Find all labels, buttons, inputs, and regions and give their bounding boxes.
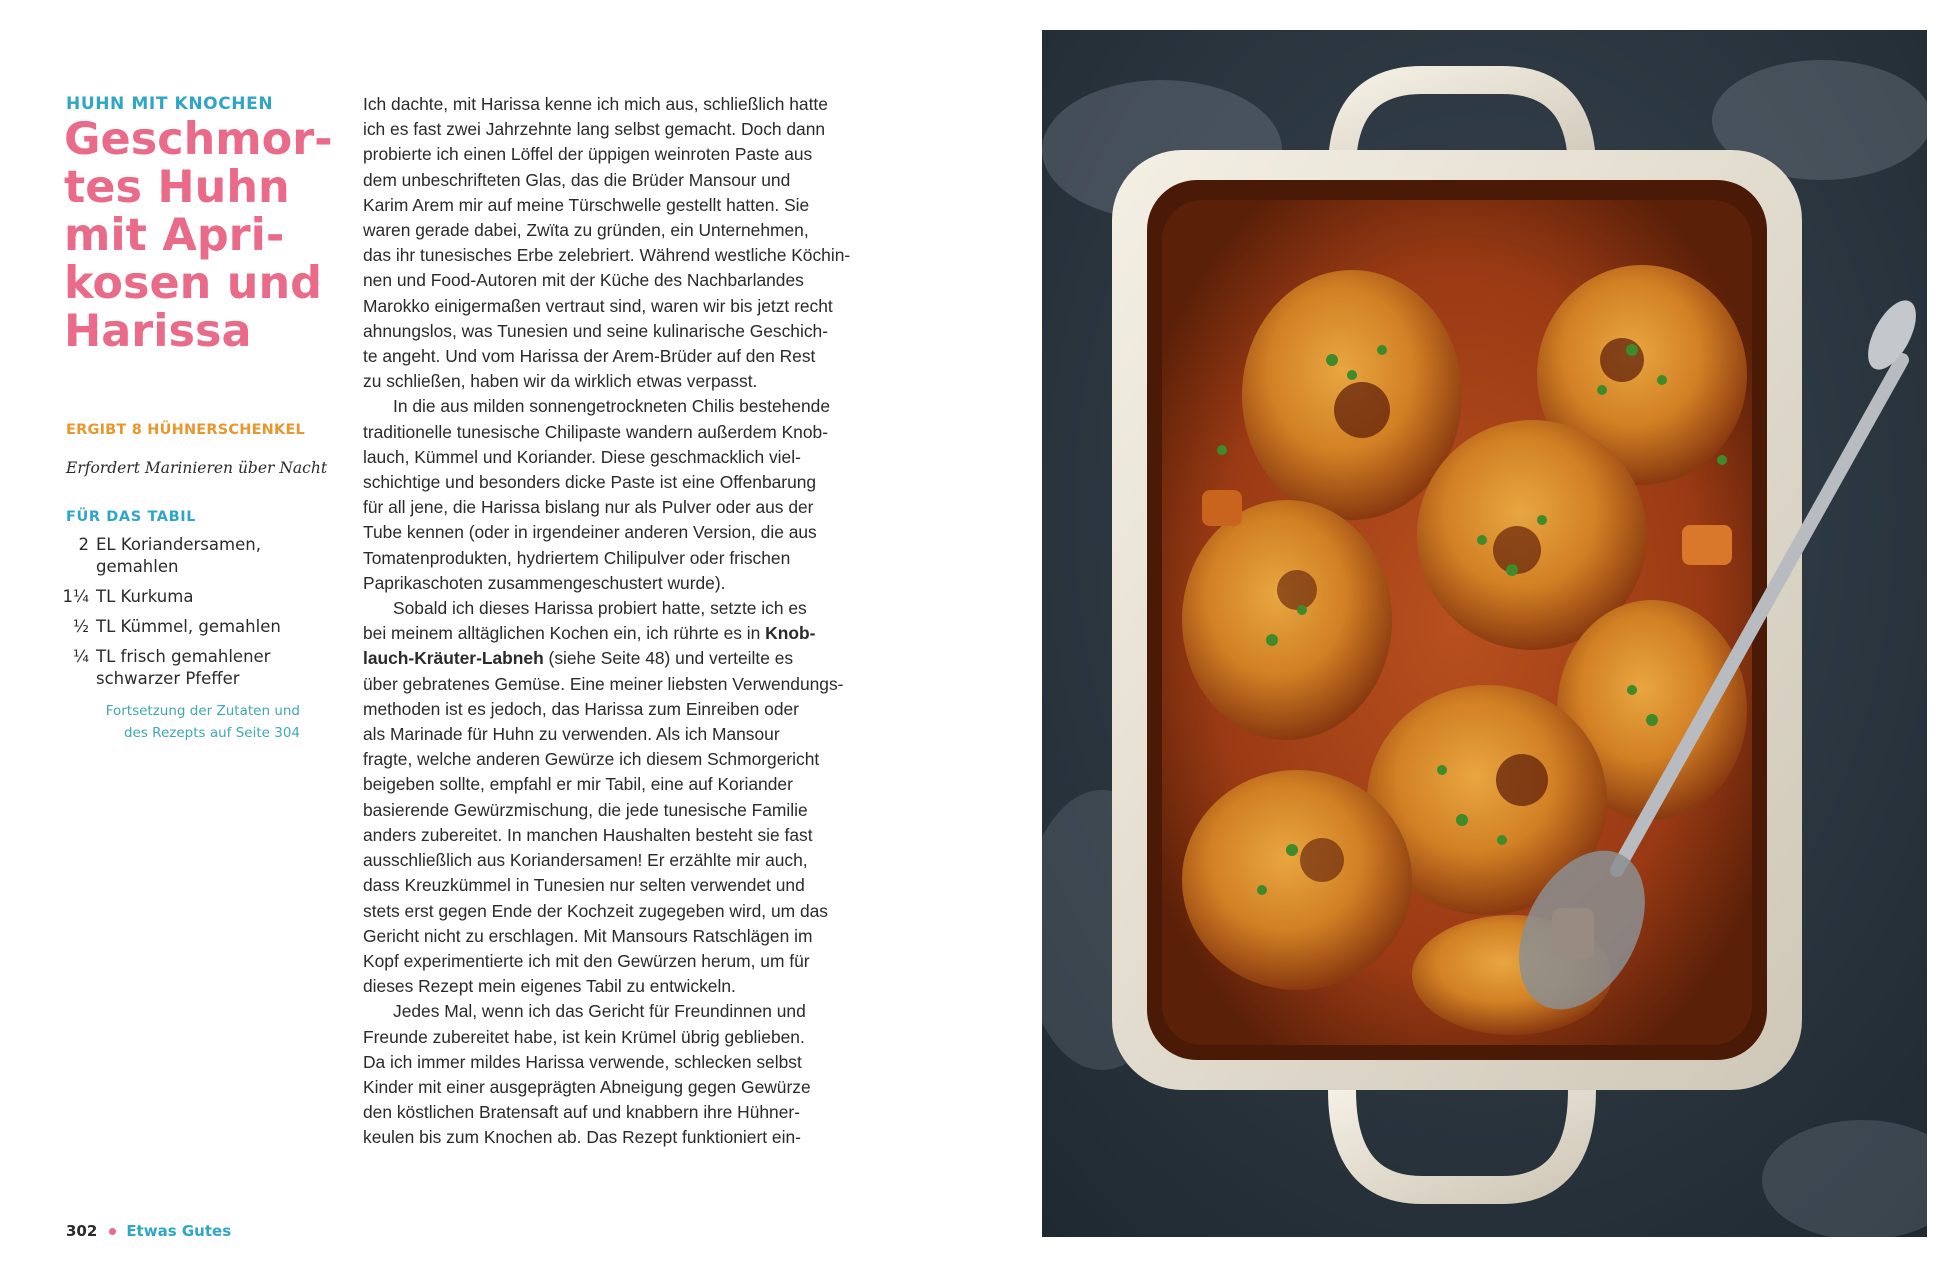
body-line-text: als Marinade für Huhn zu verwenden. Als ich Mansour bbox=[363, 724, 780, 745]
body-line-text: (siehe Seite 48) und verteilte es bbox=[543, 648, 794, 669]
page-footer bbox=[66, 1222, 231, 1240]
body-line bbox=[363, 394, 853, 419]
body-line bbox=[363, 974, 853, 999]
body-line bbox=[363, 1025, 853, 1050]
body-line-text: Gericht nicht zu erschlagen. Mit Mansours Ratschlägen im bbox=[363, 925, 813, 946]
body-line bbox=[363, 1125, 853, 1150]
body-line-text: Marokko einigermaßen vertraut sind, waren wir bis jetzt recht bbox=[363, 295, 833, 316]
body-line bbox=[363, 546, 853, 571]
body-line-text: Sobald ich dieses Harissa probiert hatte, setzte ich es bbox=[393, 598, 807, 619]
ingredients-heading: FÜR DAS TABIL bbox=[66, 509, 197, 525]
body-line-text: basierende Gewürzmischung, die jede tunesische Familie bbox=[363, 799, 808, 820]
body-text bbox=[363, 92, 853, 1151]
body-line bbox=[363, 621, 853, 646]
page-number: 302 bbox=[66, 1222, 98, 1240]
body-line-text: fragte, welche anderen Gewürze ich diesem Schmorgericht bbox=[363, 749, 820, 770]
body-line-text: dem unbeschrifteten Glas, das die Brüder Mansour und bbox=[363, 169, 791, 190]
body-line bbox=[363, 243, 853, 268]
body-line-text: beigeben sollte, empfahl er mir Tabil, eine auf Koriander bbox=[363, 774, 793, 795]
ingredient-name: TL Kurkuma bbox=[96, 587, 194, 606]
body-line-text: Jedes Mal, wenn ich das Gericht für Freundinnen und bbox=[393, 1001, 806, 1022]
recipe-category: HUHN MIT KNOCHEN bbox=[66, 94, 274, 114]
body-line bbox=[363, 722, 853, 747]
body-line-text: Karim Arem mir auf meine Türschwelle gestellt hatten. Sie bbox=[363, 194, 810, 215]
body-line bbox=[363, 319, 853, 344]
body-line bbox=[363, 1075, 853, 1100]
body-line bbox=[363, 344, 853, 369]
ingredient-item bbox=[62, 646, 312, 690]
body-line-text: Ich dachte, mit Harissa kenne ich mich aus, schließlich hatte bbox=[363, 94, 828, 114]
marinate-note: Erfordert Marinieren über Nacht bbox=[66, 459, 328, 477]
body-line-text: te angeht. Und vom Harissa der Arem-Brüder auf den Rest bbox=[363, 346, 816, 367]
body-line-text: stets erst gegen Ende der Kochzeit zugegeben wird, um das bbox=[363, 900, 828, 921]
body-line bbox=[363, 924, 853, 949]
body-line-text: traditionelle tunesische Chilipaste wandern außerdem Knob- bbox=[363, 421, 828, 442]
body-line-text: Tomatenprodukten, hydriertem Chilipulver oder frischen bbox=[363, 547, 791, 568]
body-line-text: probierte ich einen Löffel der üppigen weinroten Paste aus bbox=[363, 144, 813, 165]
body-line bbox=[363, 268, 853, 293]
book-title: Etwas Gutes bbox=[126, 1222, 232, 1240]
body-line bbox=[363, 92, 853, 117]
body-line-text: den köstlichen Bratensaft auf und knabbern ihre Hühner- bbox=[363, 1102, 800, 1123]
body-line bbox=[363, 218, 853, 243]
body-line bbox=[363, 1100, 853, 1125]
ingredient-name: TL frisch gemahlener schwarzer Pfeffer bbox=[96, 647, 271, 688]
body-line-text: keulen bis zum Knochen ab. Das Rezept funktioniert ein- bbox=[363, 1127, 801, 1148]
body-line bbox=[363, 873, 853, 898]
body-line bbox=[363, 168, 853, 193]
body-line-text: dieses Rezept mein eigenes Tabil zu entwickeln. bbox=[363, 976, 736, 997]
body-line-text: ahnungslos, was Tunesien und seine kulinarische Geschich- bbox=[363, 320, 828, 341]
body-line-text: das ihr tunesisches Erbe zelebriert. Während westliche Köchin- bbox=[363, 245, 851, 266]
ingredient-item bbox=[62, 586, 312, 608]
title-line: Harissa bbox=[64, 306, 252, 357]
body-line bbox=[363, 848, 853, 873]
body-line bbox=[363, 520, 853, 545]
body-line bbox=[363, 596, 853, 621]
ingredient-qty: ½ bbox=[73, 617, 89, 636]
body-line bbox=[363, 193, 853, 218]
body-line-text: Paprikaschoten zusammengeschustert wurde). bbox=[363, 572, 726, 593]
body-line-bold: lauch-Kräuter-Labneh bbox=[363, 648, 544, 669]
body-line-text: nen und Food-Autoren mit der Küche des Nachbarlandes bbox=[363, 270, 804, 291]
title-line: mit Apri- bbox=[64, 210, 285, 261]
body-line bbox=[363, 142, 853, 167]
body-line-text: Kopf experimentierte ich mit den Gewürzen herum, um für bbox=[363, 950, 810, 971]
ingredient-qty: ¼ bbox=[73, 647, 89, 666]
body-line bbox=[363, 899, 853, 924]
body-line-text: ich es fast zwei Jahrzehnte lang selbst gemacht. Doch dann bbox=[363, 119, 826, 140]
footer-dot bbox=[109, 1228, 116, 1235]
body-line-text: Freunde zubereitet habe, ist kein Krümel übrig geblieben. bbox=[363, 1026, 805, 1047]
title-line: Geschmor- bbox=[64, 114, 333, 165]
body-line-text: Da ich immer mildes Harissa verwende, schlecken selbst bbox=[363, 1051, 802, 1072]
body-line-text: dass Kreuzkümmel in Tunesien nur selten verwendet und bbox=[363, 875, 805, 896]
ingredient-name: EL Koriandersamen, gemahlen bbox=[96, 535, 261, 576]
body-line bbox=[363, 798, 853, 823]
ingredient-item bbox=[62, 616, 312, 638]
dish-photo bbox=[1042, 30, 1927, 1237]
body-line bbox=[363, 369, 853, 394]
recipe-yield: ERGIBT 8 HÜHNERSCHENKEL bbox=[66, 422, 305, 438]
body-line-text: für all jene, die Harissa bislang nur als Pulver oder aus der bbox=[363, 497, 814, 518]
body-line-text: über gebratenes Gemüse. Eine meiner liebsten Verwendungs- bbox=[363, 673, 844, 694]
body-line-text: anders zubereitet. In manchen Haushalten besteht sie fast bbox=[363, 824, 813, 845]
continued-line: Fortsetzung der Zutaten und bbox=[105, 703, 300, 719]
ingredient-item bbox=[62, 534, 312, 578]
title-line: kosen und bbox=[64, 258, 323, 309]
body-line bbox=[363, 999, 853, 1024]
body-line bbox=[363, 420, 853, 445]
recipe-title bbox=[64, 116, 344, 356]
body-line-text: waren gerade dabei, Zwïta zu gründen, ein Unternehmen, bbox=[363, 220, 809, 241]
ingredient-name: TL Kümmel, gemahlen bbox=[96, 617, 281, 636]
body-line bbox=[363, 697, 853, 722]
body-line-bold: Knob- bbox=[765, 623, 816, 644]
title-line: tes Huhn bbox=[64, 162, 290, 213]
body-line bbox=[363, 772, 853, 797]
ingredient-qty: 2 bbox=[78, 535, 89, 554]
body-line bbox=[363, 470, 853, 495]
body-line bbox=[363, 445, 853, 470]
body-line bbox=[363, 117, 853, 142]
ingredients-list bbox=[62, 534, 312, 698]
body-line-text: zu schließen, haben wir da wirklich etwas verpasst. bbox=[363, 371, 758, 392]
body-line-text: Kinder mit einer ausgeprägten Abneigung gegen Gewürze bbox=[363, 1076, 811, 1097]
body-line bbox=[363, 646, 853, 671]
body-line bbox=[363, 747, 853, 772]
body-line bbox=[363, 672, 853, 697]
body-line bbox=[363, 571, 853, 596]
body-line bbox=[363, 823, 853, 848]
body-line bbox=[363, 1050, 853, 1075]
body-line-text: schichtige und besonders dicke Paste ist eine Offenbarung bbox=[363, 472, 817, 493]
body-line-text: methoden ist es jedoch, das Harissa zum Einreiben oder bbox=[363, 698, 799, 719]
body-line bbox=[363, 294, 853, 319]
body-line-text: Tube kennen (oder in irgendeiner anderen Version, die aus bbox=[363, 522, 817, 543]
body-line bbox=[363, 495, 853, 520]
body-line-text: ausschließlich aus Koriandersamen! Er erzählte mir auch, bbox=[363, 850, 808, 871]
ingredient-qty: 1¼ bbox=[62, 587, 89, 606]
body-line-text: In die aus milden sonnengetrockneten Chilis bestehende bbox=[393, 396, 830, 417]
continued-note bbox=[104, 700, 300, 744]
body-line-text: bei meinem alltäglichen Kochen ein, ich rührte es in bbox=[363, 623, 766, 644]
body-line-text: lauch, Kümmel und Koriander. Diese geschmacklich viel- bbox=[363, 446, 801, 467]
continued-line: des Rezepts auf Seite 304 bbox=[123, 725, 300, 741]
body-line bbox=[363, 949, 853, 974]
